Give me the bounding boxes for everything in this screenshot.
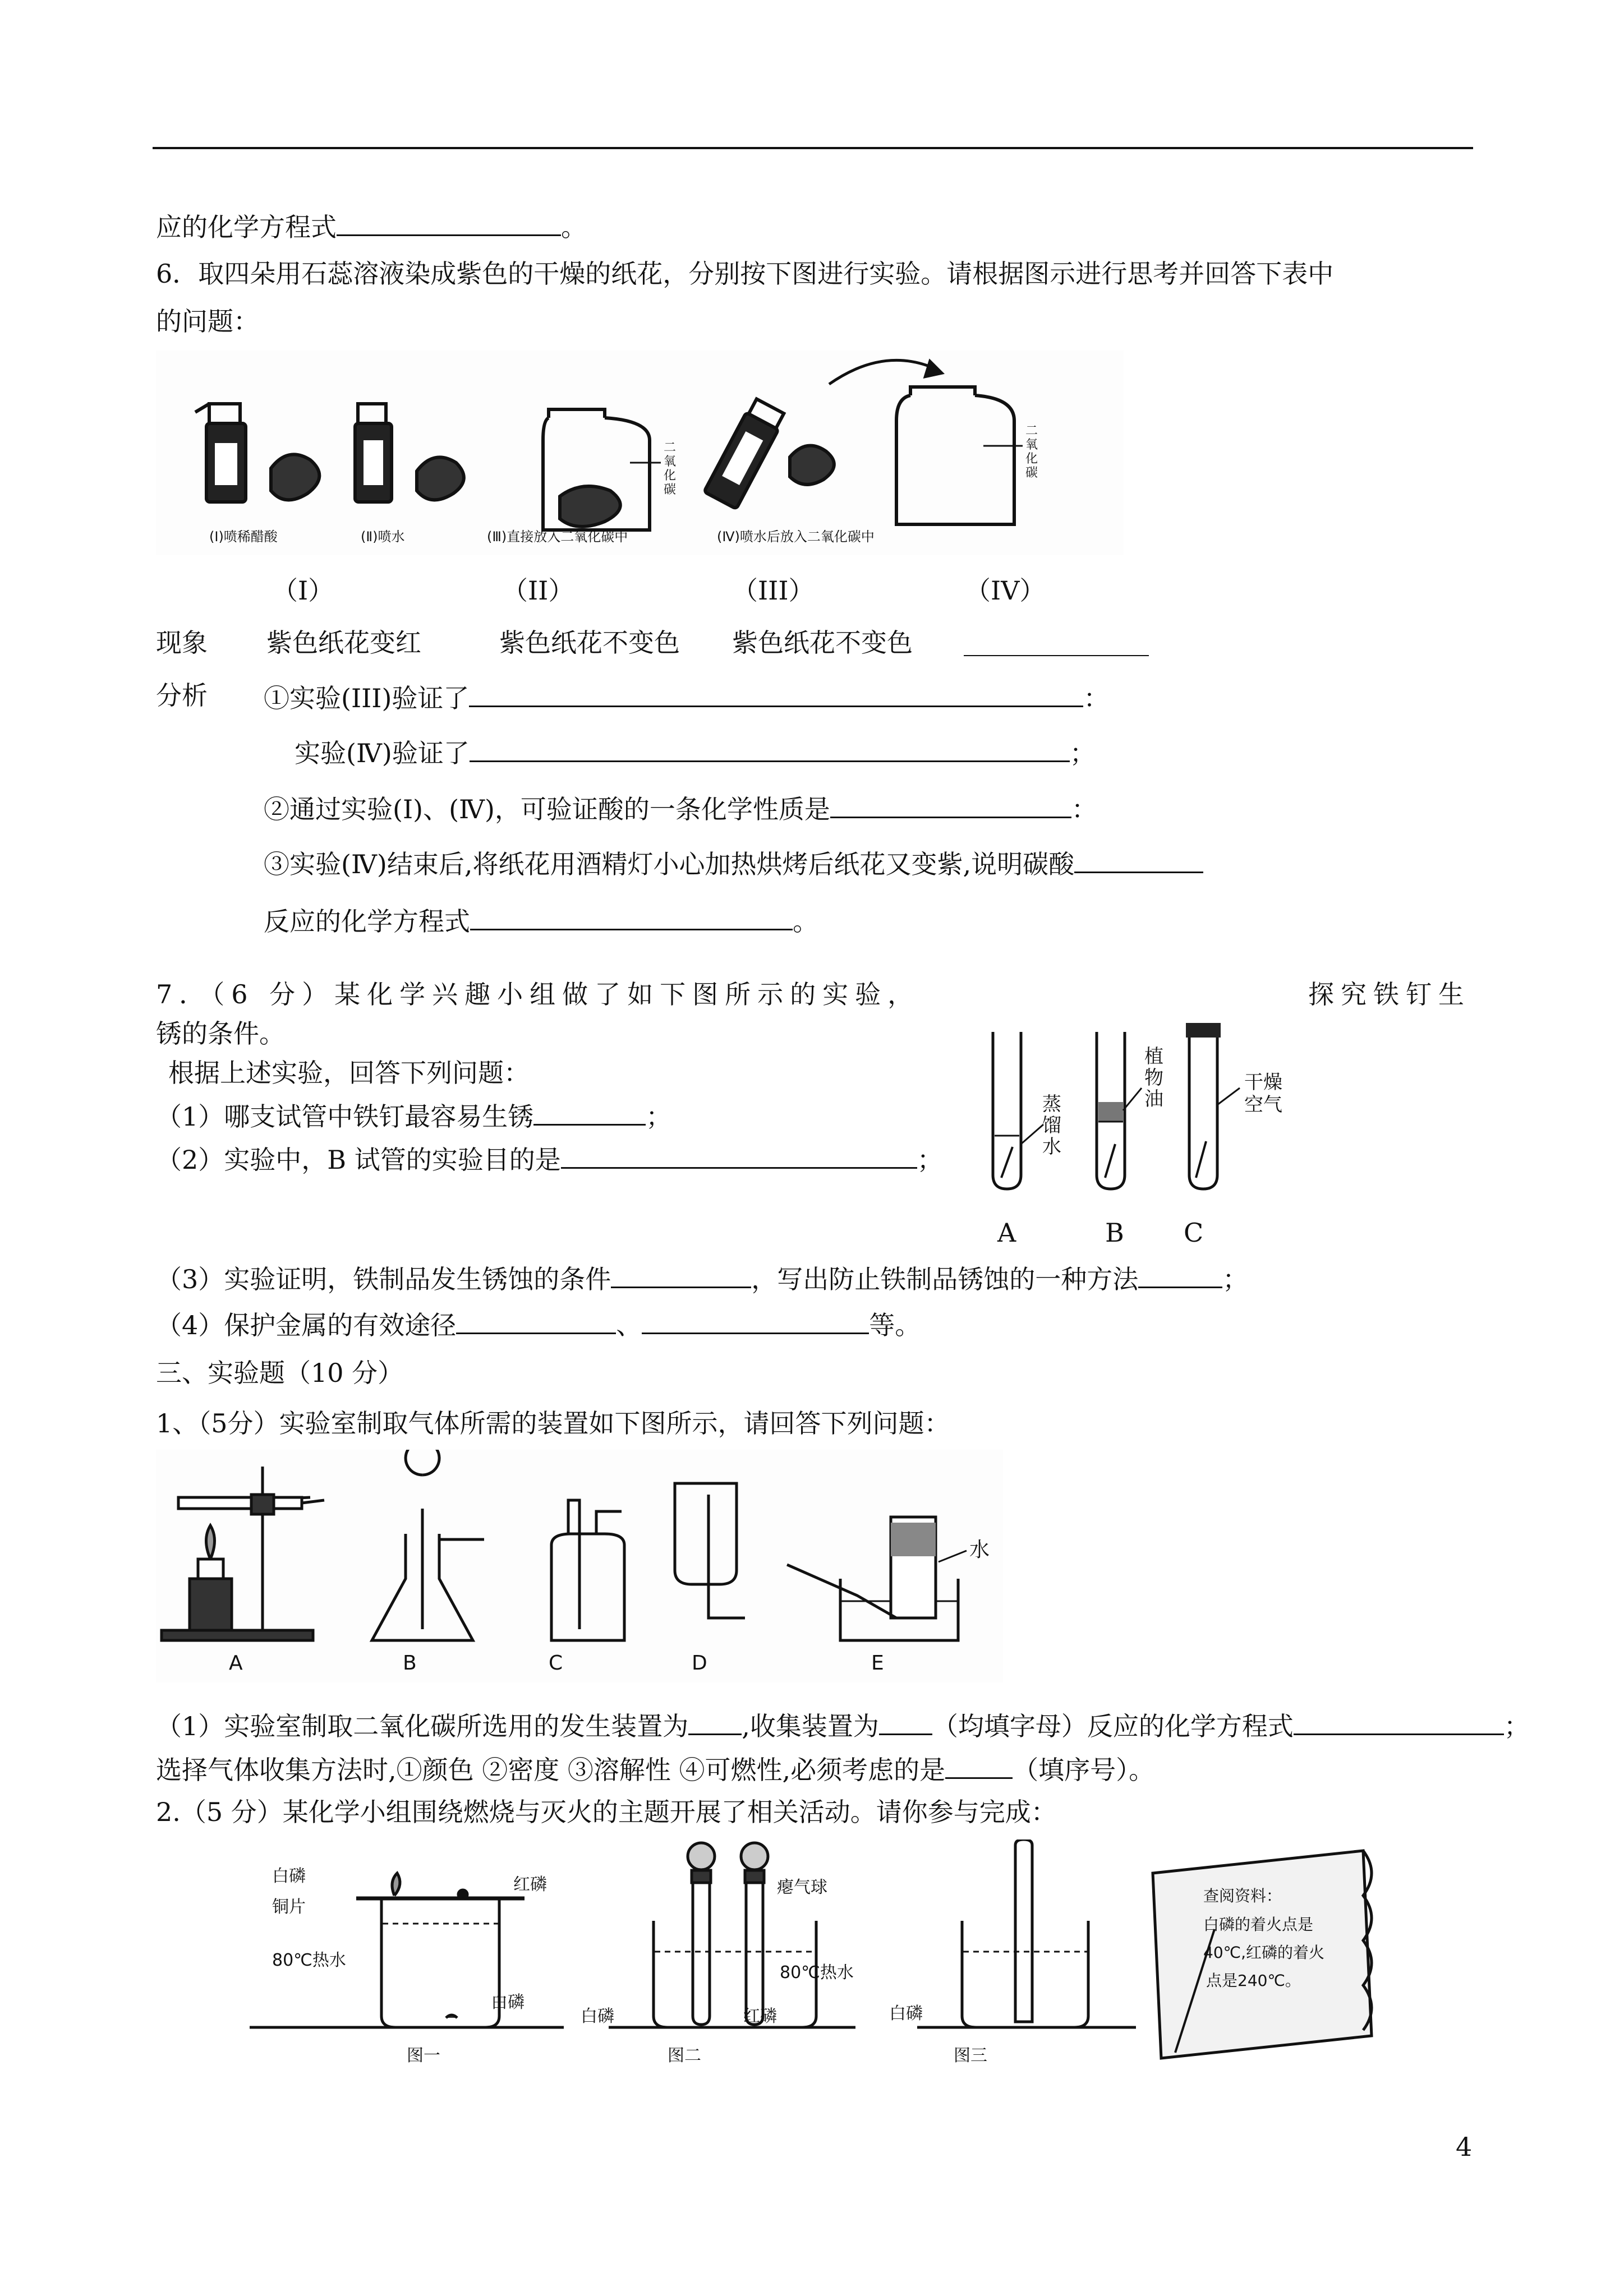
phenomenon-3: 紫色纸花不变色 xyxy=(732,628,913,658)
analysis-line-5: 反应的化学方程式 。 xyxy=(264,903,818,937)
note-body-2: 40℃,红磷的着火 xyxy=(1203,1943,1324,1962)
apparatus-label-b: B xyxy=(403,1652,417,1675)
q7-blank-4[interactable] xyxy=(1138,1261,1222,1288)
phenomenon-2: 紫色纸花不变色 xyxy=(499,628,680,658)
fig1-caption: 图一 xyxy=(407,2046,440,2066)
fig1-label-hot-water: 80℃热水 xyxy=(272,1951,346,1970)
phenomena-row xyxy=(156,627,208,658)
q7-part3: （3）实验证明，铁制品发生锈蚀的条件 ，写出防止铁制品锈蚀的一种方法 ； xyxy=(156,1261,1248,1295)
fig2-label-balloon: 瘪气球 xyxy=(777,1878,827,1897)
section3-q1-part1: （1）实验室制取二氧化碳所选用的发生装置为 ,收集装置为 （均填字母）反应的化学方程式 ； xyxy=(156,1708,1530,1742)
analysis-blank-3[interactable] xyxy=(830,791,1071,818)
fig6-caption-2: (Ⅱ)喷水 xyxy=(361,529,405,545)
fig6-numeral-3: （III） xyxy=(732,575,815,606)
note-title: 查阅资料： xyxy=(1203,1887,1282,1905)
svg-text:碳: 碳 xyxy=(664,483,677,497)
section3-title: 三、实验题（10 分） xyxy=(156,1358,404,1388)
test-tube-figure xyxy=(976,1015,1313,1256)
analysis-label: 分析 xyxy=(156,680,208,711)
label-vegetable-oil: 植物油 xyxy=(1144,1045,1163,1110)
fig1-label-white-p-top: 白磷 xyxy=(272,1866,306,1886)
analysis-blank-2[interactable] xyxy=(470,735,1070,762)
apparatus-water-label: 水 xyxy=(969,1538,990,1561)
fig6-caption-3: (Ⅲ)直接放入二氧化碳中 xyxy=(487,529,628,545)
gas-label-iii: 二 xyxy=(664,441,677,455)
analysis-line-2: 实验(Ⅳ)验证了 ； xyxy=(295,735,1096,769)
analysis-blank-1[interactable] xyxy=(469,680,1083,707)
gas-apparatus-drawing xyxy=(156,1450,1003,1682)
phenomenon-4-blank[interactable] xyxy=(964,655,1149,656)
note-body-1: 白磷的着火点是 xyxy=(1203,1915,1314,1934)
gas-label-iv: 二 xyxy=(1025,424,1038,438)
page-number: 4 xyxy=(1456,2132,1473,2162)
q7-blank-1[interactable] xyxy=(533,1098,646,1126)
answer-blank[interactable] xyxy=(337,209,561,236)
s3-blank-4[interactable] xyxy=(945,1751,1013,1779)
q6-text-line1: 6．取四朵用石蕊溶液染成紫色的干燥的纸花，分别按下图进行实验。请根据图示进行思考并回答下表中 xyxy=(156,259,1334,289)
fig2-label-hot-water: 80℃热水 xyxy=(780,1963,854,1983)
q7-blank-3[interactable] xyxy=(611,1261,751,1288)
phenomena-label: 现象 xyxy=(156,628,208,658)
phenomenon-1: 紫色纸花变红 xyxy=(266,628,421,658)
fig3-caption: 图三 xyxy=(954,2046,987,2066)
s3-blank-1[interactable] xyxy=(688,1708,742,1735)
apparatus-label-d: D xyxy=(692,1652,707,1675)
label-distilled-water: 蒸馏水 xyxy=(1042,1093,1061,1158)
tube-label-c: C xyxy=(1184,1218,1204,1248)
q7-head-left: 7．（6 分）某化学兴趣小组做了如下图所示的实验， xyxy=(156,979,921,1009)
fig6-caption-1: (Ⅰ)喷稀醋酸 xyxy=(209,529,278,545)
apparatus-label-a: A xyxy=(229,1652,243,1675)
header-rule xyxy=(153,147,1473,149)
q6-text-line2: 的问题： xyxy=(156,306,259,336)
combustion-figure xyxy=(250,1839,1400,2069)
note-body-3: 点是240℃。 xyxy=(1206,1971,1301,1990)
s3-blank-3[interactable] xyxy=(1294,1708,1504,1735)
q7-intro: 根据上述实验，回答下列问题： xyxy=(168,1058,530,1088)
gas-apparatus-figure xyxy=(156,1450,1003,1682)
fig6-numeral-1: （I） xyxy=(272,575,334,606)
svg-text:氧: 氧 xyxy=(1025,438,1038,452)
q7-blank-5[interactable] xyxy=(456,1307,616,1334)
fig1-label-white-p-bottom: 白磷 xyxy=(491,1993,525,2012)
q7-head-line2: 锈的条件。 xyxy=(156,1018,285,1049)
fig6-numeral-4: （IV） xyxy=(965,575,1046,606)
flower-experiment-drawing xyxy=(156,351,1124,555)
fig6-numeral-2: （II） xyxy=(502,575,574,606)
tube-label-b: B xyxy=(1105,1218,1124,1248)
equation-line: 应的化学方程式 。 xyxy=(156,209,587,243)
analysis-blank-5[interactable] xyxy=(470,903,793,930)
q7-part1: （1）哪支试管中铁钉最容易生锈 ； xyxy=(156,1098,671,1132)
analysis-line-3: ②通过实验(Ⅰ)、(Ⅳ)，可验证酸的一条化学性质是 ： xyxy=(264,791,1097,825)
section3-q1-part2: 选择气体收集方法时,①颜色 ②密度 ③溶解性 ④可燃性,必须考虑的是 （填序号）。 xyxy=(156,1751,1154,1786)
label-dry-air: 干燥空气 xyxy=(1244,1071,1282,1116)
q7-part2: （2）实验中，B 试管的实验目的是 ； xyxy=(156,1141,943,1175)
svg-text:化: 化 xyxy=(1025,452,1038,466)
fig6-caption-4: (Ⅳ)喷水后放入二氧化碳中 xyxy=(717,529,875,545)
svg-text:氧: 氧 xyxy=(664,455,677,469)
fig2-label-white-p: 白磷 xyxy=(581,2007,614,2026)
apparatus-label-e: E xyxy=(871,1652,884,1675)
q7-blank-2[interactable] xyxy=(561,1141,917,1169)
tube-label-a: A xyxy=(997,1218,1016,1248)
svg-text:化: 化 xyxy=(664,469,677,483)
analysis-line-4: ③实验(Ⅳ)结束后,将纸花用酒精灯小心加热烘烤后纸花又变紫,说明碳酸 xyxy=(264,846,1203,880)
equation-prompt: 应的化学方程式 xyxy=(156,212,337,242)
fig1-label-red-p: 红磷 xyxy=(513,1875,547,1894)
analysis-line-1: ①实验(III)验证了 ： xyxy=(264,680,1109,714)
svg-text:碳: 碳 xyxy=(1025,466,1038,480)
flower-experiment-figure xyxy=(156,351,1124,555)
apparatus-label-c: C xyxy=(549,1652,563,1675)
section3-q2-head: 2.（5 分）某化学小组围绕燃烧与灭火的主题开展了相关活动。请你参与完成： xyxy=(156,1797,1057,1827)
q7-part4: （4）保护金属的有效途径 、 等。 xyxy=(156,1307,921,1341)
s3-blank-2[interactable] xyxy=(879,1708,932,1735)
fig1-label-copper: 铜片 xyxy=(272,1897,306,1917)
fig2-label-red-p: 红磷 xyxy=(743,2007,777,2026)
fig3-label-white-p: 白磷 xyxy=(889,2004,923,2023)
q7-head-right: 探究铁钉生 xyxy=(1308,979,1471,1009)
fig2-caption: 图二 xyxy=(668,2046,701,2066)
analysis-blank-4[interactable] xyxy=(1074,846,1203,873)
section3-q1-head: 1、（5分）实验室制取气体所需的装置如下图所示，请回答下列问题： xyxy=(156,1408,950,1439)
q7-blank-6[interactable] xyxy=(642,1307,869,1334)
